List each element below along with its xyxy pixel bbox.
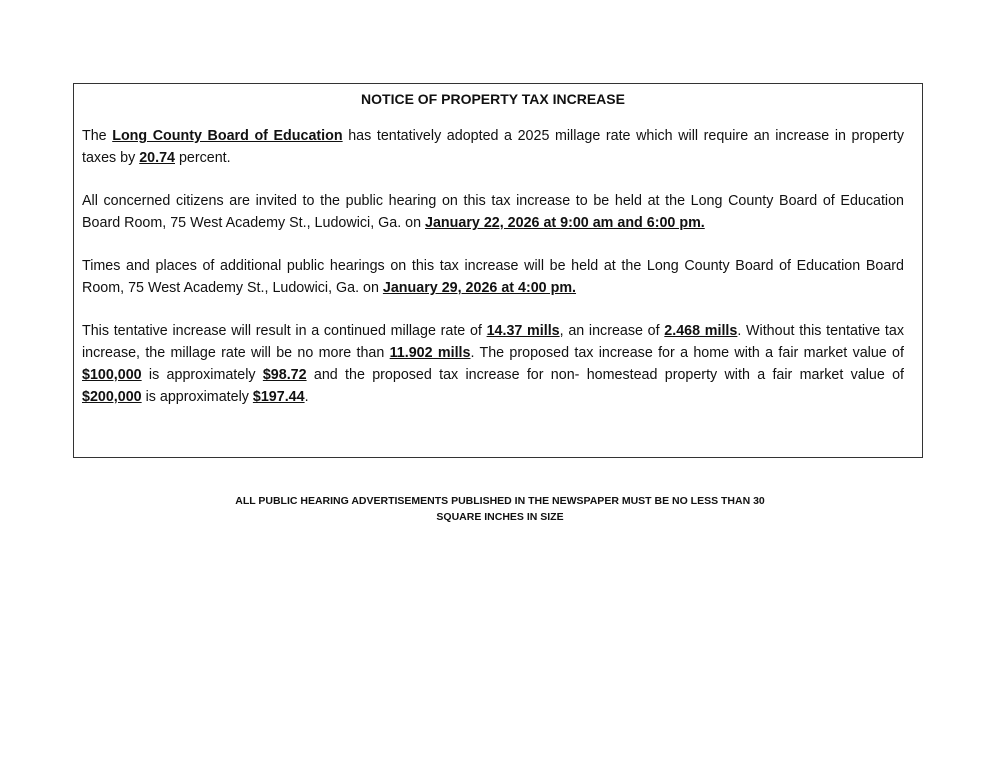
notice-box (73, 83, 923, 458)
footer-line-1: ALL PUBLIC HEARING ADVERTISEMENTS PUBLISHED IN THE NEWSPAPER MUST BE NO LESS THAN 30 (235, 495, 765, 507)
p4-text-7: is approximately (141, 389, 253, 405)
p4-text-3: . Without this tentative tax increase, the millage rate will be no more than (82, 323, 904, 361)
p4-text-5: is approximately (141, 367, 263, 383)
rollback-rate: 11.902 mills (389, 345, 471, 361)
hearing-date-2: January 29, 2026 at 4:00 pm. (382, 280, 577, 296)
board-name: Long County Board of Education (112, 128, 343, 144)
p2-text-1: All concerned citizens are invited to the public hearing on this tax increase to be held at the Long County Board of Education Board Room, 75 West Academy St., Ludowici, Ga. on (82, 193, 904, 231)
hearing-date-1: January 22, 2026 at 9:00 am and 6:00 pm. (425, 215, 705, 231)
paragraph-adoption (82, 125, 904, 169)
p3-text-1: Times and places of additional public hearings on this tax increase will be held at the Long County Board of Education Board Room, 75 West Academy St., Ludowici, Ga. on (82, 258, 904, 296)
millage-increase: 2.468 mills (664, 323, 738, 339)
p4-text-4: . The proposed tax increase for a home with a fair market value of (470, 345, 904, 361)
paragraph-additional-hearings (82, 255, 904, 299)
p1-text-3: percent. (175, 150, 231, 166)
p4-text-8: . (304, 389, 309, 405)
p4-text-2: , an increase of (559, 323, 665, 339)
p4-text-6: and the proposed tax increase for non- homestead property with a fair market value of (306, 367, 904, 383)
home-tax-increase: $98.72 (262, 367, 307, 383)
millage-rate: 14.37 mills (486, 323, 560, 339)
nonhomestead-tax-increase: $197.44 (252, 389, 305, 405)
paragraph-millage-details (82, 320, 904, 408)
p1-text-2: has tentatively adopted a 2025 millage rate which will require an increase in property taxes by (82, 128, 904, 166)
increase-percent: 20.74 (139, 150, 175, 166)
nonhomestead-value: $200,000 (82, 389, 142, 405)
p1-text-1: The (82, 128, 113, 144)
p4-text-1: This tentative increase will result in a continued millage rate of (82, 323, 487, 339)
paragraph-public-hearing (82, 190, 904, 234)
home-value: $100,000 (82, 367, 142, 383)
footer-line-2: SQUARE INCHES IN SIZE (436, 511, 564, 523)
notice-title: NOTICE OF PROPERTY TAX INCREASE (361, 91, 625, 107)
footer-note (0, 493, 1000, 525)
